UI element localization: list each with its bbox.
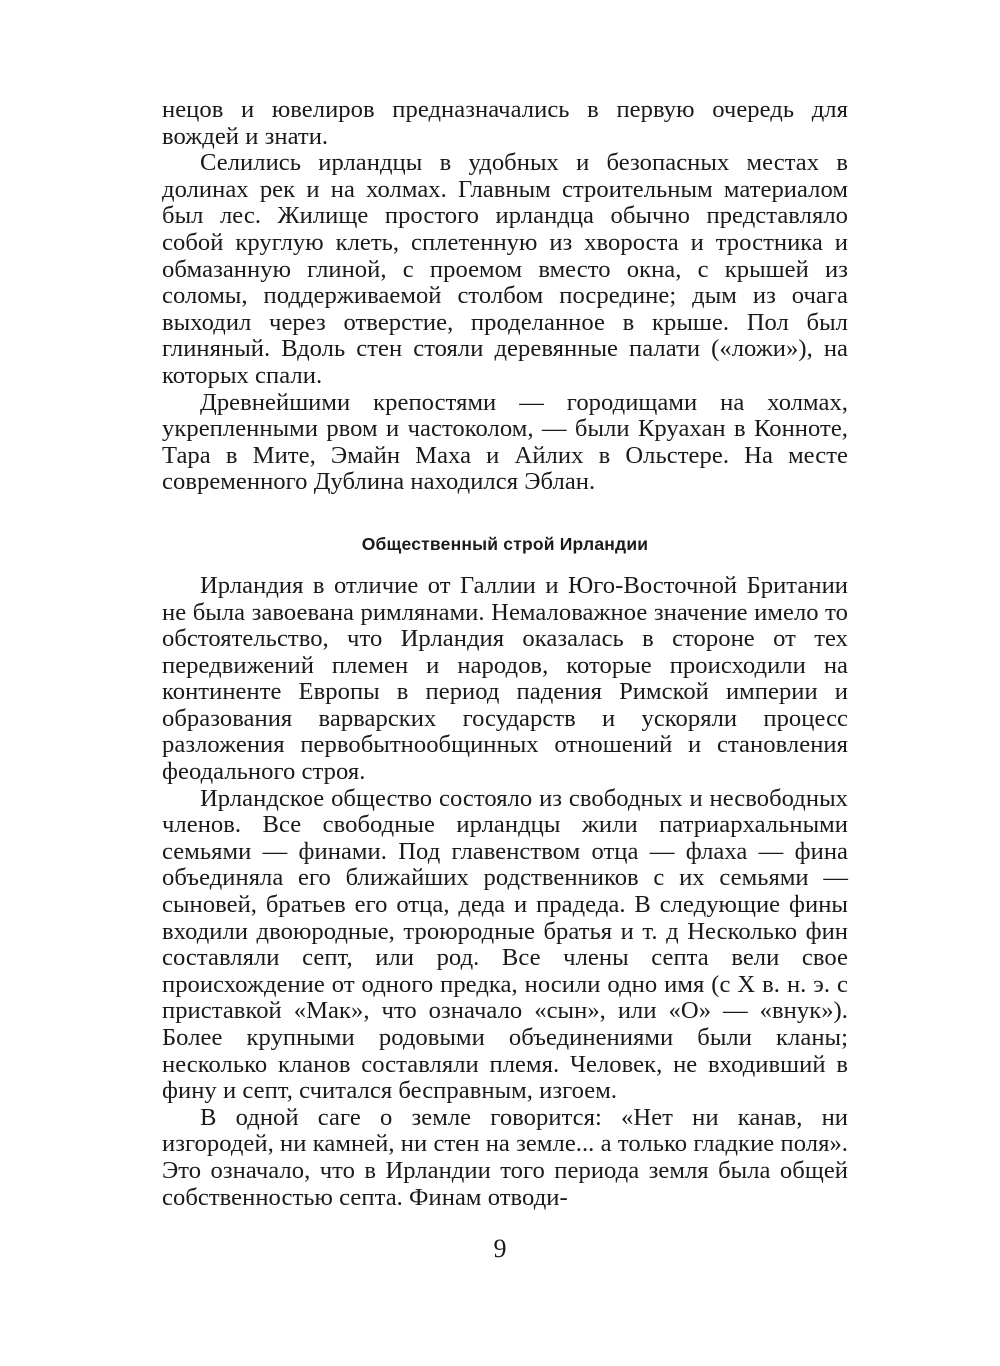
paragraph-society: Ирландское общество состояло из свободных и несвободных членов. Все свободные ирландцы жили патриархальными семьями — финами. Под главенством отца — флаха — фина объединяла его ближайших родственников с их семьями — сыновей, братьев его отца, деда и прадеда. В следующие фины входили двоюродные, троюродные братья и т. д Несколько фин составляли септ, или род. Все члены септа вели свое происхождение от одного предка, носили одно имя (с X в. н. э. с приставкой «Мак», что означало «сын», или «О» — «внук»). Более крупными родовыми объединениями были кланы; несколько кланов составляли племя. Человек, не входивший в фину и септ, считался бесправным, изгоем. [162, 784, 848, 1105]
book-page [162, 97, 848, 1211]
paragraph-dwellings: Селились ирландцы в удобных и безопасных местах в долинах рек и на холмах. Главным строительным материалом был лес. Жилище простого ирландца обычно представляло собой круглую клеть, сплетенную из хвороста и тростника и обмазанную глиной, с проемом вместо окна, с крышей из соломы, поддерживаемой столбом посредине; дым из очага выходил через отверстие, проделанное в крыше. Пол был глиняный. Вдоль стен стояли деревянные палати («ложи»), на которых спали. [162, 149, 848, 389]
section-heading: Общественный строй Ирландии [361, 533, 649, 554]
paragraph-continued: нецов и ювелиров предназначались в первую очередь для вождей и знати. [162, 96, 848, 150]
paragraph-fortresses: Древнейшими крепостями — городищами на холмах, укрепленными рвом и частоколом, — были Круахан в Конноте, Тара в Мите, Эмайн Маха и Айлих в Ольстере. На месте современного Дублина находился Эблан. [162, 388, 848, 496]
paragraph-saga: В одной саге о земле говорится: «Нет ни канав, ни изгородей, ни камней, ни стен на земле... а только гладкие поля». Это означало, что в Ирландии того периода земля была общей собственностью септа. Финам отводи- [162, 1103, 848, 1211]
paragraph-not-conquered: Ирландия в отличие от Галлии и Юго-Восточной Британии не была завоевана римлянами. Немаловажное значение имело то обстоятельство, что Ирландия оказалась в стороне от тех передвижений племен и народов, которые происходили на континенте Европы в период падения Римской империи и образования варварских государств и ускоряли процесс разложения первобытнообщинных отношений и становления феодального строя. [162, 571, 848, 786]
page-number: 9 [493, 1234, 507, 1263]
